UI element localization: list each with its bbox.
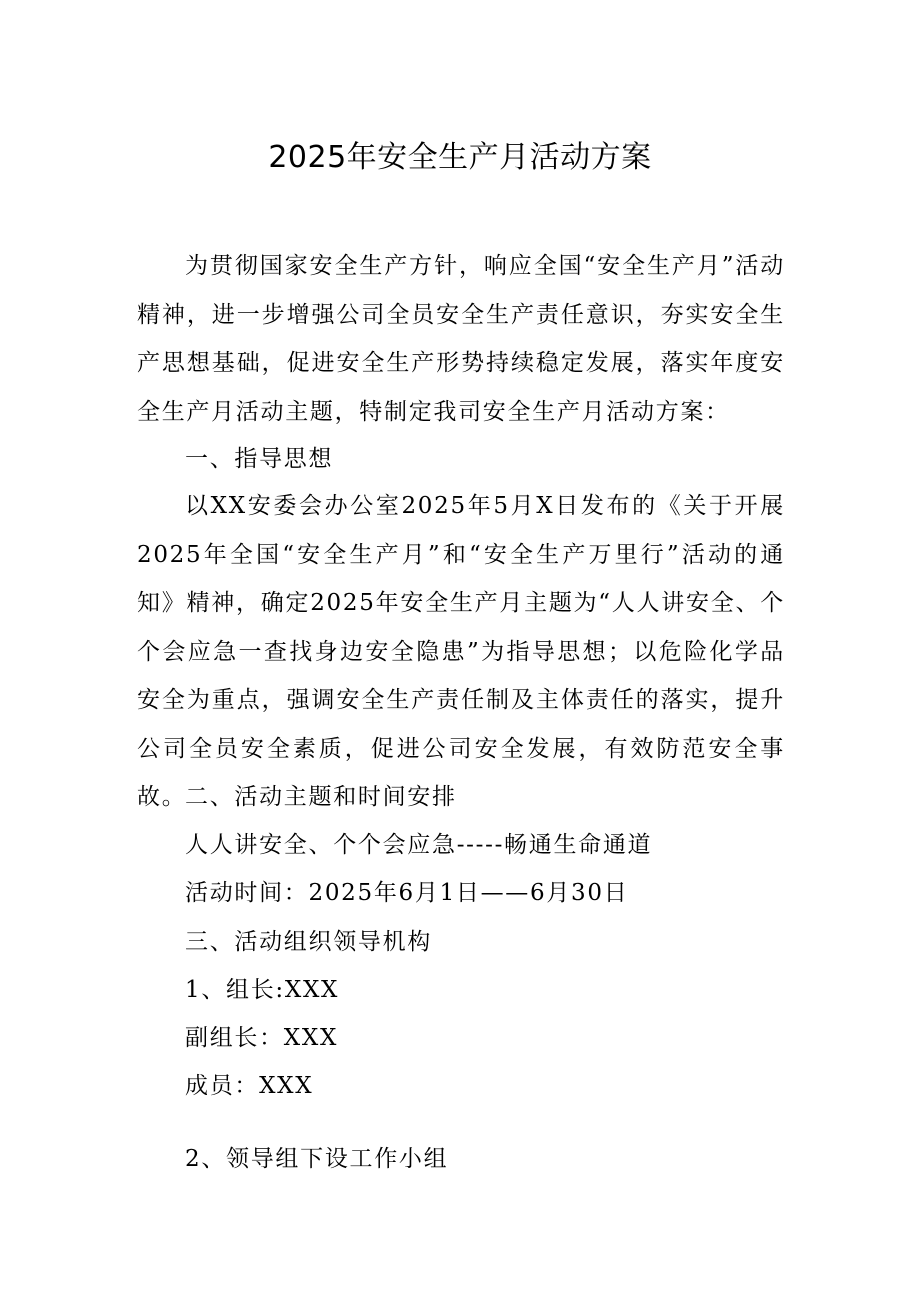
subgroup-line: 2、领导组下设工作小组 — [185, 1146, 449, 1172]
activity-theme: 人人讲安全、个个会应急-----畅通生命通道 — [185, 832, 653, 858]
leader-line: 1、组长:XXX — [185, 977, 340, 1003]
deputy-leader-line: 副组长：XXX — [185, 1025, 339, 1051]
intro-paragraph: 为贯彻国家安全生产方针，响应全国“安全生产月”活动精神，进一步增强公司全员安全生产责任意识，夯实安全生产思想基础，促进安全生产形势持续稳定发展，落实年度安全生产月活动主题，特制定我司安全生产月活动方案： — [137, 253, 785, 425]
document-title: 2025年安全生产月活动方案 — [268, 140, 652, 175]
members-line: 成员：XXX — [185, 1073, 314, 1099]
section2-heading: 二、活动主题和时间安排 — [185, 784, 457, 810]
section1-heading: 一、指导思想 — [185, 446, 334, 472]
section1-body: 以XX安委会办公室2025年5月X日发布的《关于开展2025年全国“安全生产月”和“安全生产万里行”活动的通知》精神，确定2025年安全生产月主题为“人人讲安全、个个会应急一查找身边安全隐患”为指导思想；以危险化学品安全为重点，强调安全生产责任制及主体责任的落实，提升公司全员安全素质，促进公司安全发展，有效防范安全事故。 — [137, 493, 785, 810]
activity-time: 活动时间：2025年6月1日——6月30日 — [185, 880, 629, 906]
section3-heading: 三、活动组织领导机构 — [185, 929, 432, 955]
